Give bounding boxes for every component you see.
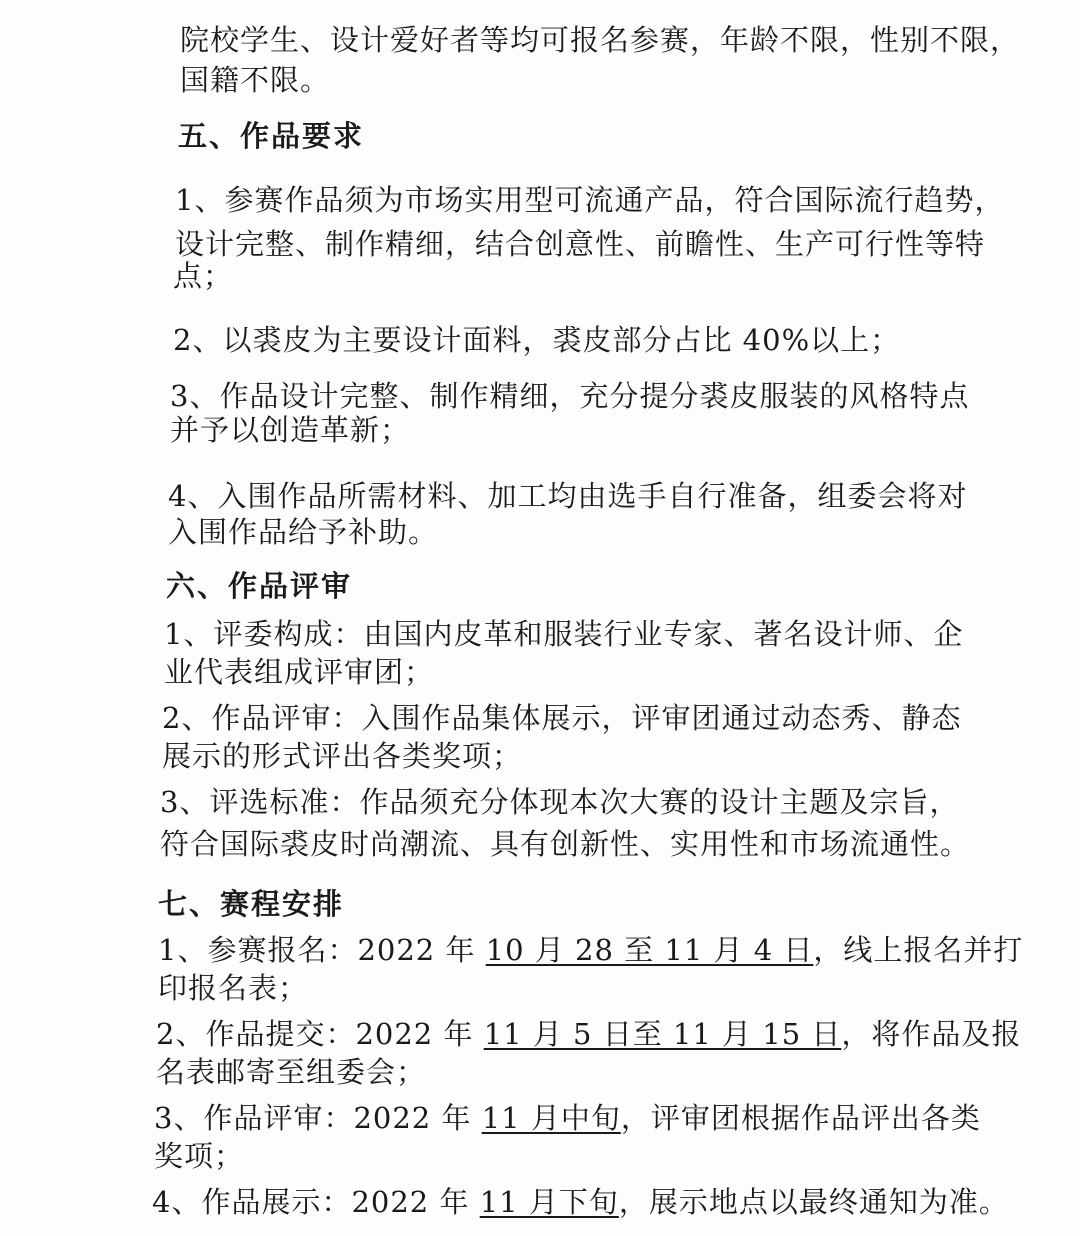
text-line: 入围作品给予补助。 [168,515,439,549]
text-line: 名表邮寄至组委会； [156,1055,427,1089]
text-line: 设计完整、制作精细，结合创意性、前瞻性、生产可行性等特 [175,227,986,261]
text-segment: ，将作品及报 [841,1017,1022,1051]
text-segment: 3、作品评审：2022 年 [154,1101,472,1135]
text-line: 业代表组成评审团； [164,655,435,689]
text-line: 4、入围作品所需材料、加工均由选手自行准备，组委会将对 [168,479,968,513]
text-line: 印报名表； [158,971,309,1005]
text-line: 3、评选标准：作品须充分体现本次大赛的设计主题及宗旨， [160,785,960,819]
text-line: 3、作品设计完整、制作精细，充分提分裘皮服装的风格特点 [170,379,970,413]
text-line: 1、参赛作品须为市场实用型可流通产品，符合国际流行趋势， [175,183,1005,217]
text-segment: ，评审团根据作品评出各类 [620,1101,981,1135]
section-heading-6: 六、作品评审 [166,569,353,603]
underlined-date: 11 月 5 日至 11 月 15 日 [483,1017,842,1051]
text-line: 国籍不限。 [180,63,331,97]
text-line [152,1182,1009,1222]
text-line [154,1098,981,1138]
text-line: 符合国际裘皮时尚潮流、具有创新性、实用性和市场流通性。 [160,827,971,861]
text-segment: ，展示地点以最终通知为准。 [618,1185,1009,1219]
text-segment: ，线上报名并打 [813,933,1024,967]
text-line: 1、评委构成：由国内皮革和服装行业专家、著名设计师、企 [164,617,964,651]
text-segment: 1、参赛报名：2022 年 [158,933,476,967]
text-line: 展示的形式评出各类奖项； [162,739,523,773]
text-line: 点； [173,259,234,293]
underlined-date: 11 月中旬 [481,1101,621,1135]
text-line [156,1014,1021,1054]
text-line [158,930,1023,970]
text-line: 院校学生、设计爱好者等均可报名参赛，年龄不限，性别不限， [180,23,1021,57]
text-line: 2、以裘皮为主要设计面料，裘皮部分占比 40%以上； [173,323,901,357]
section-heading-5: 五、作品要求 [178,119,365,153]
text-segment: 2、作品提交：2022 年 [156,1017,474,1051]
text-line: 2、作品评审：入围作品集体展示，评审团通过动态秀、静态 [162,701,962,735]
underlined-date: 11 月下旬 [479,1185,619,1219]
text-segment: 4、作品展示：2022 年 [152,1185,470,1219]
text-line: 并予以创造革新； [170,413,411,447]
underlined-date: 10 月 28 至 11 月 4 日 [485,933,814,967]
section-heading-7: 七、赛程安排 [158,887,345,921]
text-line: 奖项； [154,1139,245,1173]
